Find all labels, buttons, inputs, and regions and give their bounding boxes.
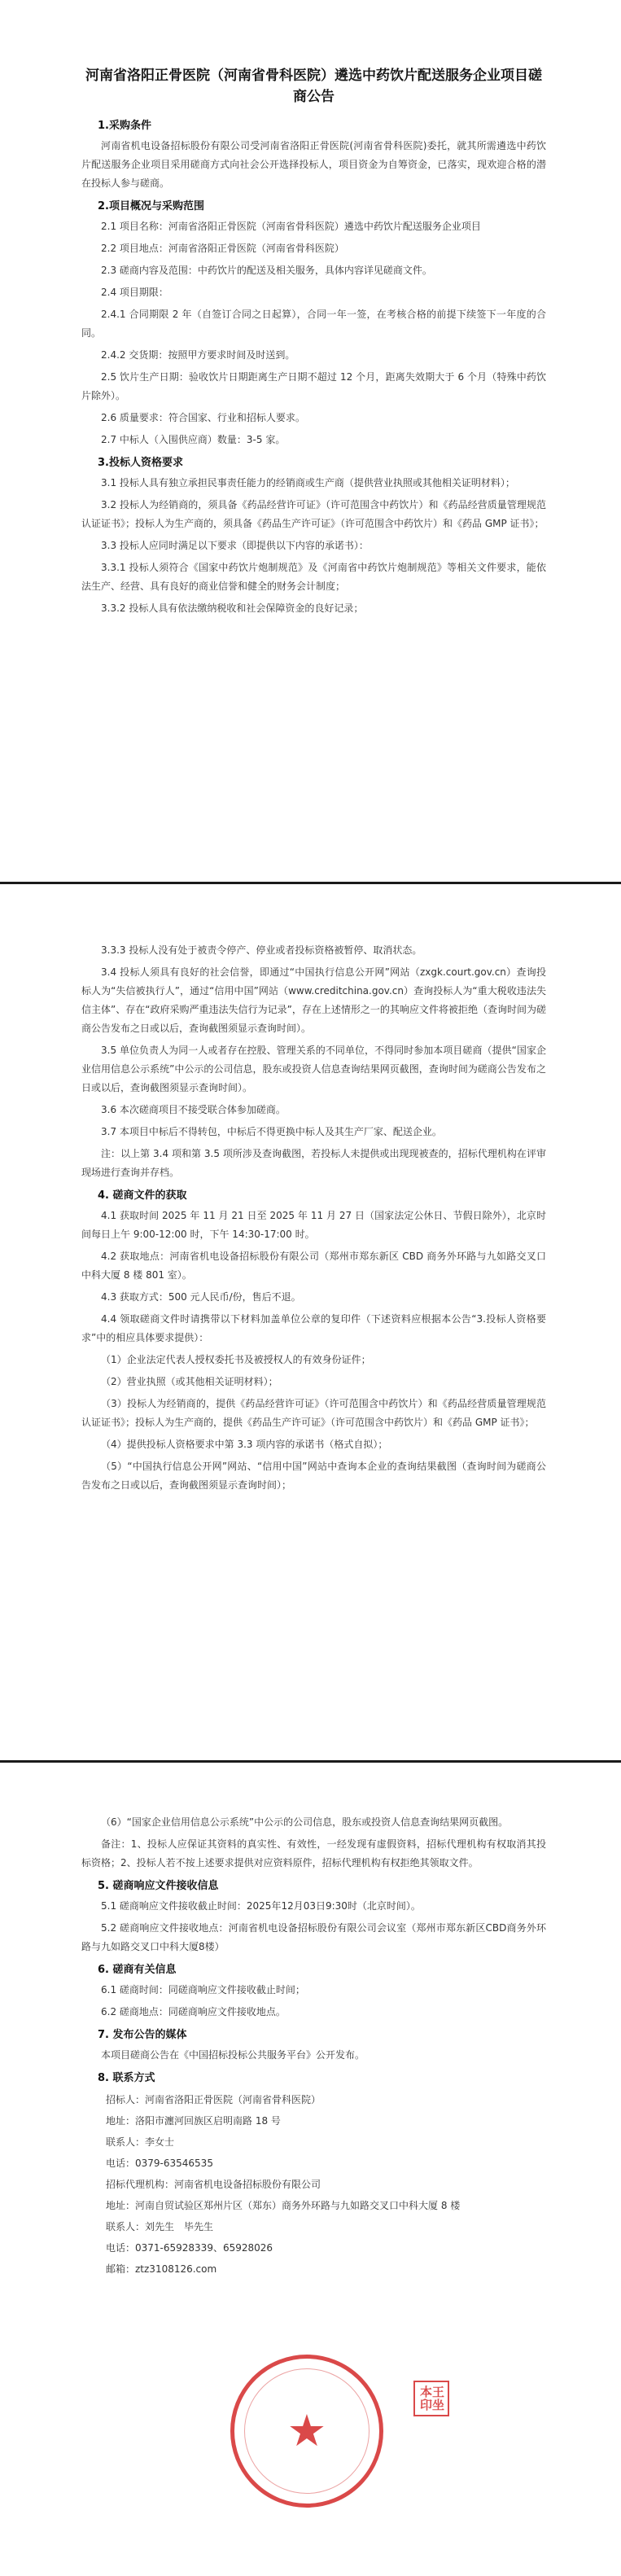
item-6-2: 6.2 磋商地点：同磋商响应文件接收地点。	[101, 2006, 286, 2017]
item-7-1: 本项目磋商公告在《中国招标投标公共服务平台》公开发布。	[101, 2049, 365, 2061]
official-round-stamp	[230, 2355, 383, 2508]
item-2-7: 2.7 中标人（入围供应商）数量：3-5 家。	[101, 434, 286, 445]
item-2-4: 2.4 项目期限：	[101, 287, 168, 298]
contact-person-1: 联系人：李女士	[106, 2136, 175, 2148]
item-3-3-1: 3.3.1 投标人须符合《国家中药饮片炮制规范》及《河南省中药饮片炮制规范》等相关文件要求，能依法生产、经营、具有良好的商业信誉和健全的财务会计制度；	[81, 562, 546, 592]
section-3-heading: 3.投标人资格要求	[98, 457, 183, 469]
item-3-4: 3.4 投标人须具有良好的社会信誉，即通过“中国执行信息公开网”网站（zxgk.court.gov.cn）查询投标人为“失信被执行人”，通过“信用中国”网站（www.creditchina.gov.cn）查询投标人为“重大税收违法失信主体”、存在“政府采购严重违法失信行为记录”，存在上述情形之一的其响应文件将被拒绝（查询时间为磋商公告发布之日或以后，查询截图须显示查询时间）。	[81, 966, 546, 1034]
item-3-3-2: 3.3.2 投标人具有依法缴纳税收和社会保障资金的良好记录；	[101, 602, 364, 614]
item-2-3: 2.3 磋商内容及范围：中药饮片的配送及相关服务，具体内容详见磋商文件。	[101, 265, 432, 276]
section-4-heading: 4. 磋商文件的获取	[98, 1189, 187, 1202]
section-1-heading: 1.采购条件	[98, 120, 151, 132]
item-6-1: 6.1 磋商时间：同磋商响应文件接收截止时间；	[101, 1984, 305, 1996]
item-4-4-1: （1）企业法定代表人授权委托书及被授权人的有效身份证件；	[101, 1354, 371, 1365]
item-4-4-5: （5）“中国执行信息公开网”网站、“信用中国”网站中查询本企业的查询结果截图（查询时间为磋商公告发布之日或以后，查询截图须显示查询时间）；	[81, 1461, 546, 1491]
item-4-3: 4.3 获取方式：500 元人民币/份，售后不退。	[101, 1291, 301, 1303]
contact-email: 邮箱：ztz3108126.com	[106, 2263, 217, 2275]
contact-address-2: 地址：河南自贸试验区郑州片区（郑东）商务外环路与九如路交叉口中科大厦 8 楼	[106, 2200, 461, 2211]
item-4-2: 4.2 获取地点：河南省机电设备招标股份有限公司（郑州市郑东新区 CBD 商务外环路与九如路交叉口中科大厦 8 楼 801 室）。	[81, 1251, 546, 1281]
item-2-5: 2.5 饮片生产日期：验收饮片日期距离生产日期不超过 12 个月，距离失效期大于 6 个月（特殊中药饮片除外）。	[81, 371, 546, 401]
item-3-5: 3.5 单位负责人为同一人或者存在控股、管理关系的不同单位，不得同时参加本项目磋商（提供“国家企业信用信息公示系统”中公示的公司信息，股东或投资人信息查询结果网页截图，查询时间为磋商公告发布之日或以后，查询截图须显示查询时间）。	[81, 1045, 546, 1093]
square-personal-seal	[413, 2381, 449, 2416]
item-3-3: 3.3 投标人应同时满足以下要求（即提供以下内容的承诺书）：	[101, 540, 369, 551]
item-3-6: 3.6 本次磋商项目不接受联合体参加磋商。	[101, 1104, 286, 1115]
item-4-4-4: （4）提供投标人资格要求中第 3.3 项内容的承诺书（格式自拟）；	[101, 1439, 388, 1450]
item-3-2: 3.2 投标人为经销商的，须具备《药品经营许可证》（许可范围含中药饮片）和《药品经营质量管理规范认证证书》；投标人为生产商的，须具备《药品生产许可证》（许可范围含中药饮片）和《药品 GMP 证书》；	[81, 499, 546, 529]
item-4-4-3: （3）投标人为经销商的，提供《药品经营许可证》（许可范围含中药饮片）和《药品经营质量管理规范认证证书》；投标人为生产商的，提供《药品生产许可证》（许可范围含中药饮片）和《药品 GMP 证书》；	[81, 1398, 546, 1428]
page-2	[0, 884, 621, 1763]
contact-address-1: 地址：洛阳市瀍河回族区启明南路 18 号	[106, 2115, 281, 2127]
item-5-1: 5.1 磋商响应文件接收截止时间：2025年12月03日9:30时（北京时间）。	[101, 1900, 421, 1912]
seal-char: 本	[420, 2385, 433, 2399]
section-5-heading: 5. 磋商响应文件接收信息	[98, 1880, 219, 1892]
section-2-heading: 2.项目概况与采购范围	[98, 200, 204, 212]
item-2-4-1: 2.4.1 合同期限 2 年（自签订合同之日起算），合同一年一签，在考核合格的前提下续签下一年度的合同。	[81, 309, 546, 339]
item-3-7: 3.7 本项目中标后不得转包，中标后不得更换中标人及其生产厂家、配送企业。	[101, 1126, 442, 1137]
document-title: 河南省洛阳正骨医院（河南省骨科医院）遴选中药饮片配送服务企业项目磋商公告	[85, 68, 542, 105]
section-6-heading: 6. 磋商有关信息	[98, 1964, 177, 1976]
item-2-4-2: 2.4.2 交货期：按照甲方要求时间及时送到。	[101, 349, 295, 361]
section-8-heading: 8. 联系方式	[98, 2072, 155, 2084]
seal-char: 王	[431, 2385, 444, 2399]
item-2-1: 2.1 项目名称：河南省洛阳正骨医院（河南省骨科医院）遴选中药饮片配送服务企业项目	[101, 221, 481, 232]
item-4-4-2: （2）营业执照（或其他相关证明材料）；	[101, 1376, 278, 1387]
item-3-1: 3.1 投标人具有独立承担民事责任能力的经销商或生产商（提供营业执照或其他相关证明材料）；	[101, 477, 515, 488]
item-4-1: 4.1 获取时间 2025 年 11 月 21 日至 2025 年 11 月 27 日（国家法定公休日、节假日除外），北京时间每日上午 9:00-12:00 时，下午 14:30-17:00 时。	[81, 1210, 546, 1240]
section-3-note: 注：以上第 3.4 项和第 3.5 项所涉及查询截图，若投标人未提供或出现现被查的，招标代理机构在评审现场进行查询并存档。	[81, 1148, 546, 1178]
item-2-2: 2.2 项目地点：河南省洛阳正骨医院（河南省骨科医院）	[101, 243, 344, 254]
seal-char: 坐	[431, 2398, 444, 2412]
page-1	[0, 0, 621, 884]
stamp-star-icon: ★	[286, 2405, 327, 2456]
item-3-3-3: 3.3.3 投标人没有处于被责令停产、停业或者投标资格被暂停、取消状态。	[101, 944, 422, 956]
section-1-text: 河南省机电设备招标股份有限公司受河南省洛阳正骨医院(河南省骨科医院)委托，就其所需遴选中药饮片配送服务企业项目采用磋商方式向社会公开选择投标人，项目资金为自筹资金，已落实，现欢迎合格的潜在投标人参与磋商。	[81, 140, 546, 189]
seal-char: 印	[420, 2398, 433, 2412]
contact-phone-2: 电话：0371-65928339、65928026	[106, 2242, 273, 2254]
section-7-heading: 7. 发布公告的媒体	[98, 2029, 187, 2041]
item-2-6: 2.6 质量要求：符合国家、行业和招标人要求。	[101, 412, 305, 423]
contact-agency: 招标代理机构：河南省机电设备招标股份有限公司	[106, 2179, 321, 2190]
item-4-4: 4.4 领取磋商文件时请携带以下材料加盖单位公章的复印件（下述资料应根据本公告“3.投标人资格要求”中的相应具体要求提供）：	[81, 1313, 546, 1343]
contact-person-2: 联系人：刘先生 毕先生	[106, 2221, 214, 2232]
section-4-note: 备注：1、投标人应保证其资料的真实性、有效性，一经发现有虚假资料，招标代理机构有权取消其投标资格；2、投标人若不按上述要求提供对应资料原件，招标代理机构有权拒绝其领取文件。	[81, 1838, 546, 1868]
item-4-4-6: （6）“国家企业信用信息公示系统”中公示的公司信息，股东或投资人信息查询结果网页截图。	[101, 1816, 509, 1828]
contact-tenderer: 招标人：河南省洛阳正骨医院（河南省骨科医院）	[106, 2094, 321, 2105]
contact-phone-1: 电话：0379-63546535	[106, 2158, 213, 2169]
item-5-2: 5.2 磋商响应文件接收地点：河南省机电设备招标股份有限公司会议室（郑州市郑东新区CBD商务外环路与九如路交叉口中科大厦8楼）	[81, 1922, 546, 1952]
